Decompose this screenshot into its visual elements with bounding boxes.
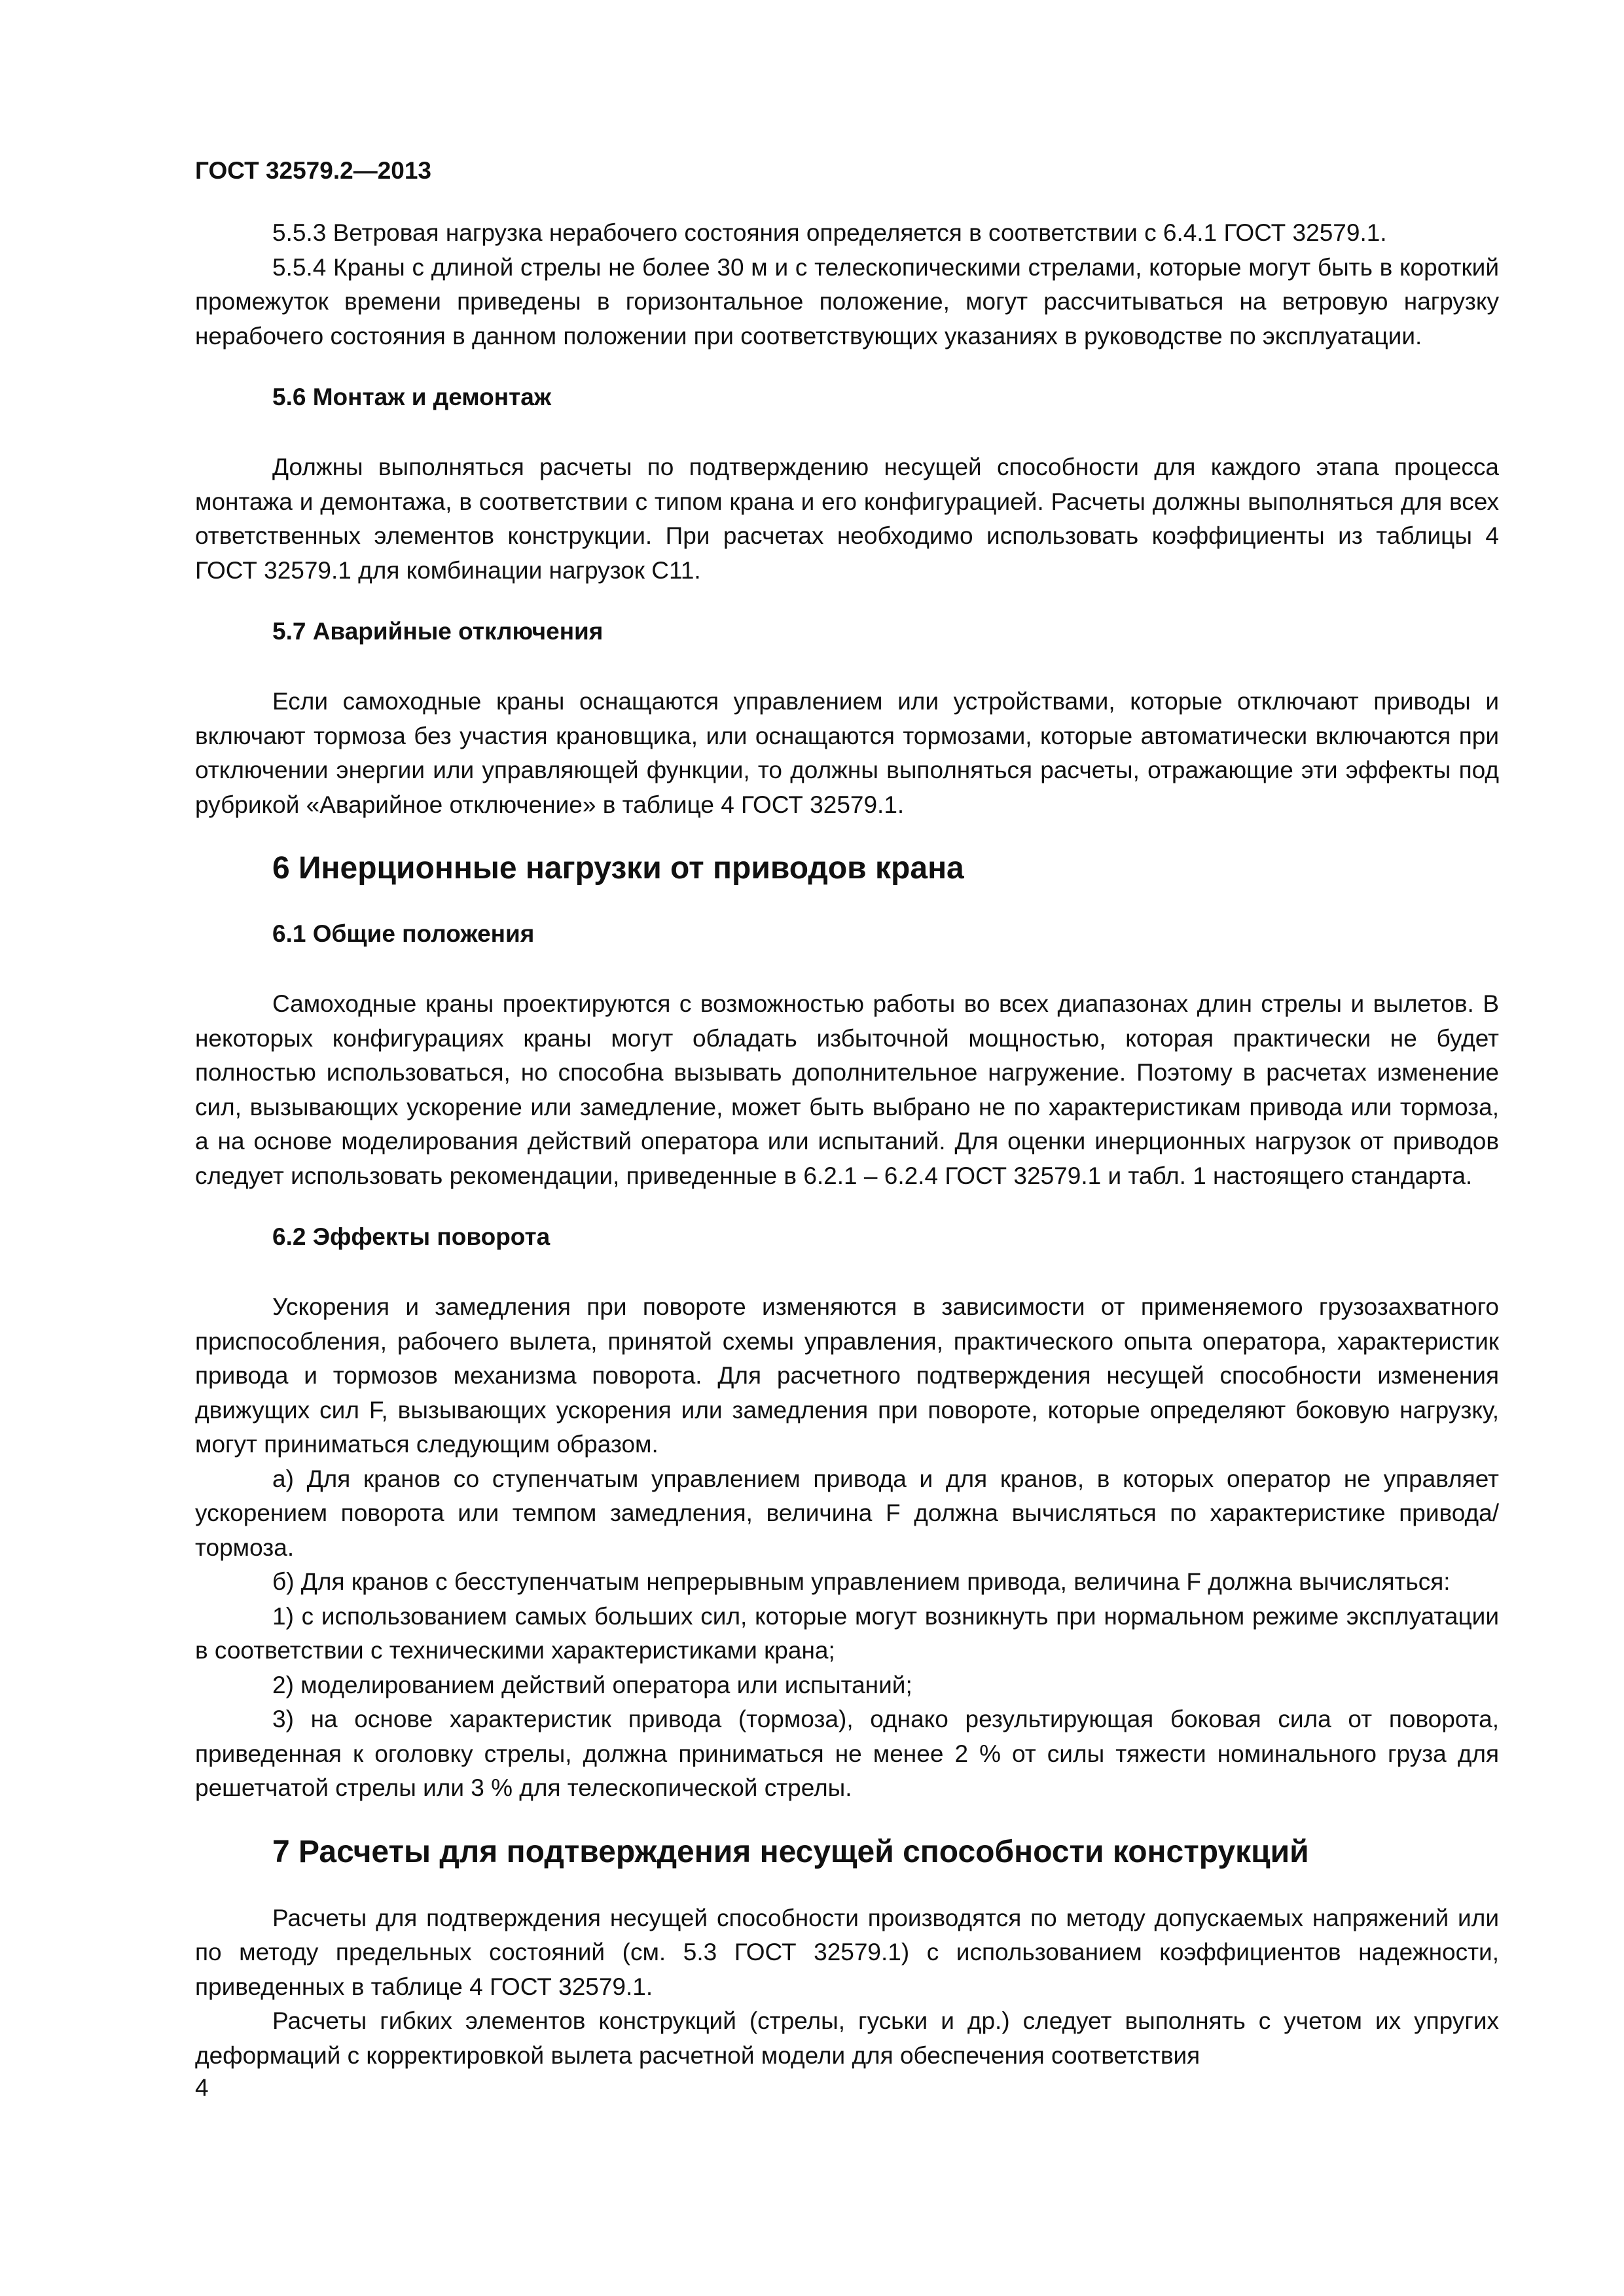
- paragraph: Если самоходные краны оснащаются управлением или устройствами, которые отключают приводы и включают тормоза без участия крановщика, или оснащаются тормозами, которые автоматически включаются при отключении энергии или управляющей функции, то должны выполняться расчеты, отражающие эти эффекты под рубрикой «Аварийное отключение» в таблице 4 ГОСТ 32579.1.: [195, 688, 1499, 818]
- paragraph: 1) с использованием самых больших сил, которые могут возникнуть при нормальном режиме эксплуатации в соответствии с техническими характеристиками крана;: [195, 1602, 1499, 1664]
- paragraph: Расчеты для подтверждения несущей способности производятся по методу допускаемых напряжений или по методу предельных состояний (см. 5.3 ГОСТ 32579.1) с использованием коэффициентов надежности, приведенных в таблице 4 ГОСТ 32579.1.: [195, 1904, 1499, 2000]
- subsection-heading: 6.1 Общие положения: [272, 920, 535, 947]
- paragraph: Самоходные краны проектируются с возможностью работы во всех диапазонах длин стрелы и вылетов. В некоторых конфигурациях краны могут обладать избыточной мощностью, которая практически не будет полностью использоваться, но способна вызывать дополнительное нагружение. Поэтому в расчетах изменение сил, вызывающих ускорение или замедление, может быть выбрано не по характеристикам привода или тормоза, а на основе моделирования действий оператора или испытаний. Для оценки инерционных нагрузок от приводов следует использовать рекомендации, приведенные в 6.2.1 – 6.2.4 ГОСТ 32579.1 и табл. 1 настоящего стандарта.: [195, 990, 1499, 1189]
- paragraph: Должны выполняться расчеты по подтверждению несущей способности для каждого этапа процесса монтажа и демонтажа, в соответствии с типом крана и его конфигурацией. Расчеты должны выполняться для всех ответственных элементов конструкции. При расчетах необходимо использовать коэффициенты из таблицы 4 ГОСТ 32579.1 для комбинации нагрузок С11.: [195, 454, 1499, 584]
- paragraph: 3) на основе характеристик привода (тормоза), однако результирующая боковая сила от поворота, приведенная к оголовку стрелы, должна приниматься не менее 2 % от силы тяжести номинального груза для решетчатой стрелы или 3 % для телескопической стрелы.: [195, 1706, 1499, 1801]
- paragraph: Ускорения и замедления при повороте изменяются в зависимости от применяемого грузозахватного приспособления, рабочего вылета, принятой схемы управления, практического опыта оператора, характеристик привода и тормозов механизма поворота. Для расчетного подтверждения несущей способности изменения движущих сил F, вызывающих ускорения или замедления при повороте, которые определяют боковую нагрузку, могут приниматься следующим образом.: [195, 1293, 1499, 1458]
- paragraph: а) Для кранов со ступенчатым управлением привода и для кранов, в которых оператор не управляет ускорением поворота или темпом замедления, величина F должна вычисляться по характеристике привода/тормоза.: [195, 1465, 1499, 1561]
- section-heading: 7 Расчеты для подтверждения несущей способности конструкций: [272, 1834, 1309, 1869]
- section-heading: 6 Инерционные нагрузки от приводов крана: [272, 851, 964, 886]
- paragraph: б) Для кранов с бесступенчатым непрерывным управлением привода, величина F должна вычисляться:: [272, 1568, 1451, 1595]
- paragraph: 2) моделированием действий оператора или испытаний;: [272, 1671, 912, 1698]
- subsection-heading: 6.2 Эффекты поворота: [272, 1223, 550, 1250]
- paragraph: Расчеты гибких элементов конструкций (стрелы, гуськи и др.) следует выполнять с учетом их упругих деформаций с корректировкой вылета расчетной модели для обеспечения соответствия: [195, 2007, 1499, 2069]
- document-body: [195, 216, 1499, 2073]
- subsection-heading: 5.6 Монтаж и демонтаж: [272, 384, 552, 410]
- document-header: ГОСТ 32579.2—2013: [195, 157, 432, 184]
- page-number: 4: [195, 2074, 209, 2101]
- paragraph: 5.5.3 Ветровая нагрузка нерабочего состояния определяется в соответствии с 6.4.1 ГОСТ 32579.1.: [272, 219, 1387, 246]
- subsection-heading: 5.7 Аварийные отключения: [272, 618, 604, 645]
- paragraph: 5.5.4 Краны с длиной стрелы не более 30 м и с телескопическими стрелами, которые могут быть в короткий промежуток времени приведены в горизонтальное положение, могут рассчитываться на ветровую нагрузку нерабочего состояния в данном положении при соответствующих указаниях в руководстве по эксплуатации.: [195, 253, 1499, 350]
